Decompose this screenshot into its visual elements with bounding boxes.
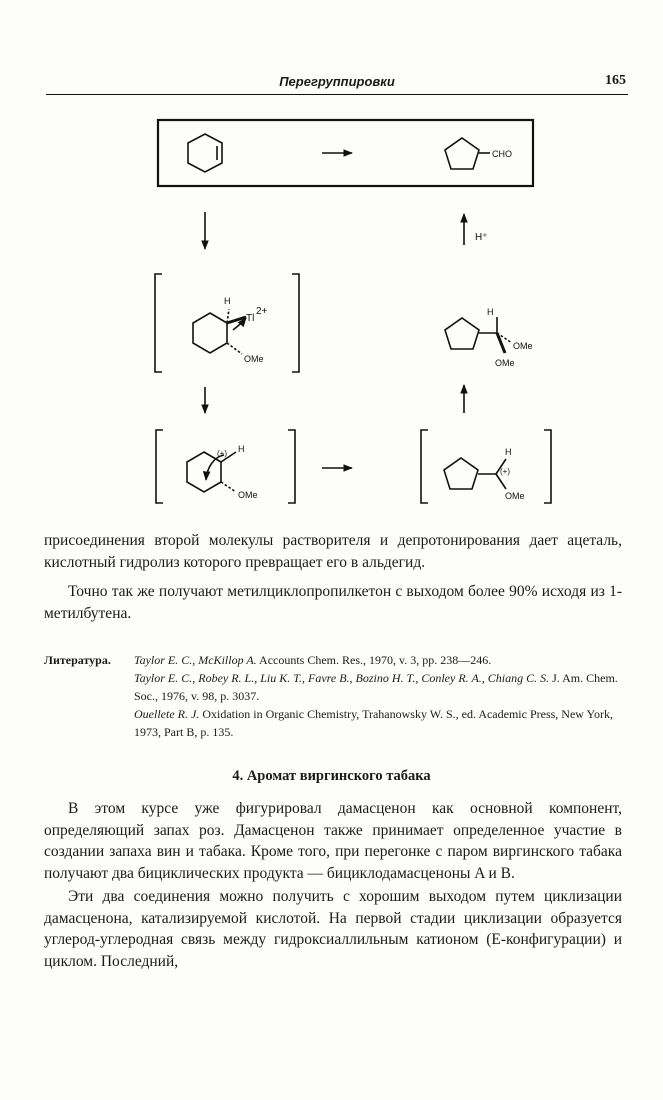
reference-list — [134, 651, 624, 741]
cyclohexene-structure — [188, 134, 222, 172]
paragraph-block-2 — [44, 798, 622, 972]
label-h-tl: H — [224, 296, 231, 306]
reference-3: Ouellete R. J. Oxidation in Organic Chemistry, Trahanowsky W. S., ed. Academic Press, New York, 1973, Part B, p. 135. — [134, 707, 613, 739]
cyclopentyl-cation-structure — [444, 458, 506, 489]
cyclohexyl-cation-structure — [187, 452, 236, 492]
reference-2: Taylor E. C., Robey R. L., Liu K. T., Favre B., Bozino H. T., Conley R. A., Chiang C. S. J. Am. Chem. Soc., 1976, v. 98, p. 3037. — [134, 671, 618, 703]
label-cho: CHO — [492, 149, 512, 159]
label-h-plus: H⁺ — [475, 232, 488, 243]
label-ome-tl: OMe — [244, 354, 264, 364]
acetal-structure — [445, 317, 512, 353]
label-ome-left: OMe — [238, 490, 258, 500]
label-h-acetal: H — [487, 307, 494, 317]
references-label: Литература. — [44, 653, 111, 667]
cyclopentanecarbaldehyde-structure — [445, 138, 490, 169]
label-ome-right: OMe — [505, 491, 525, 501]
paragraph-methylcyclopropyl: Точно так же получают метилциклопропилкетон с выходом более 90% исходя из 1-метилбутена. — [44, 583, 622, 622]
organothallium-intermediate — [193, 309, 246, 354]
paragraph-cyclization: Эти два соединения можно получить с хорошим выходом путем циклизации дамасценона, катализируемой кислотой. На первой стадии циклизации образуется углерод-углеродная связь между гидроксиаллильным катионом (E-конфигурации) и циклом. Последний, — [44, 888, 622, 970]
paragraph-damascenone: В этом курсе уже фигурировал дамасценон как основной компонент, определяющий запах роз. Дамасценон также принимает определенное участие в создании запаха вин и табака. Кроме того, при перегонке с паром виргинского табака получают два бициклических продукта — бициклодамасценоны A и B. — [44, 800, 622, 882]
label-tl-charge: 2+ — [256, 306, 268, 317]
bracket-br-close — [544, 430, 551, 503]
bracket-left-close — [292, 274, 299, 372]
reference-1: Taylor E. C., McKillop A. Accounts Chem. Res., 1970, v. 3, pp. 238—246. — [134, 653, 492, 667]
bracket-left-open — [155, 274, 162, 372]
bracket-br-open — [421, 430, 428, 503]
label-plus-right: (+) — [500, 467, 510, 476]
paragraph-block-1 — [44, 530, 622, 624]
section-heading: 4. Аромат виргинского табака — [232, 768, 431, 784]
reaction-scheme — [0, 0, 663, 520]
paragraph-acetal: присоединения второй молекулы растворителя и депротонирования дает ацеталь, кислотный гидролиз которого превращает его в альдегид. — [44, 532, 622, 571]
label-ome-acetal-2: OMe — [495, 358, 515, 368]
label-h-left: H — [238, 444, 245, 454]
label-h-right: H — [505, 447, 512, 457]
page-number: 165 — [605, 73, 626, 88]
label-plus-left: (+) — [217, 449, 227, 458]
label-ome-acetal-1: OMe — [513, 341, 533, 351]
label-tl: Tl — [246, 313, 255, 324]
bracket-bl-close — [288, 430, 295, 503]
bracket-bl-open — [156, 430, 163, 503]
running-title: Перегруппировки — [279, 74, 395, 89]
